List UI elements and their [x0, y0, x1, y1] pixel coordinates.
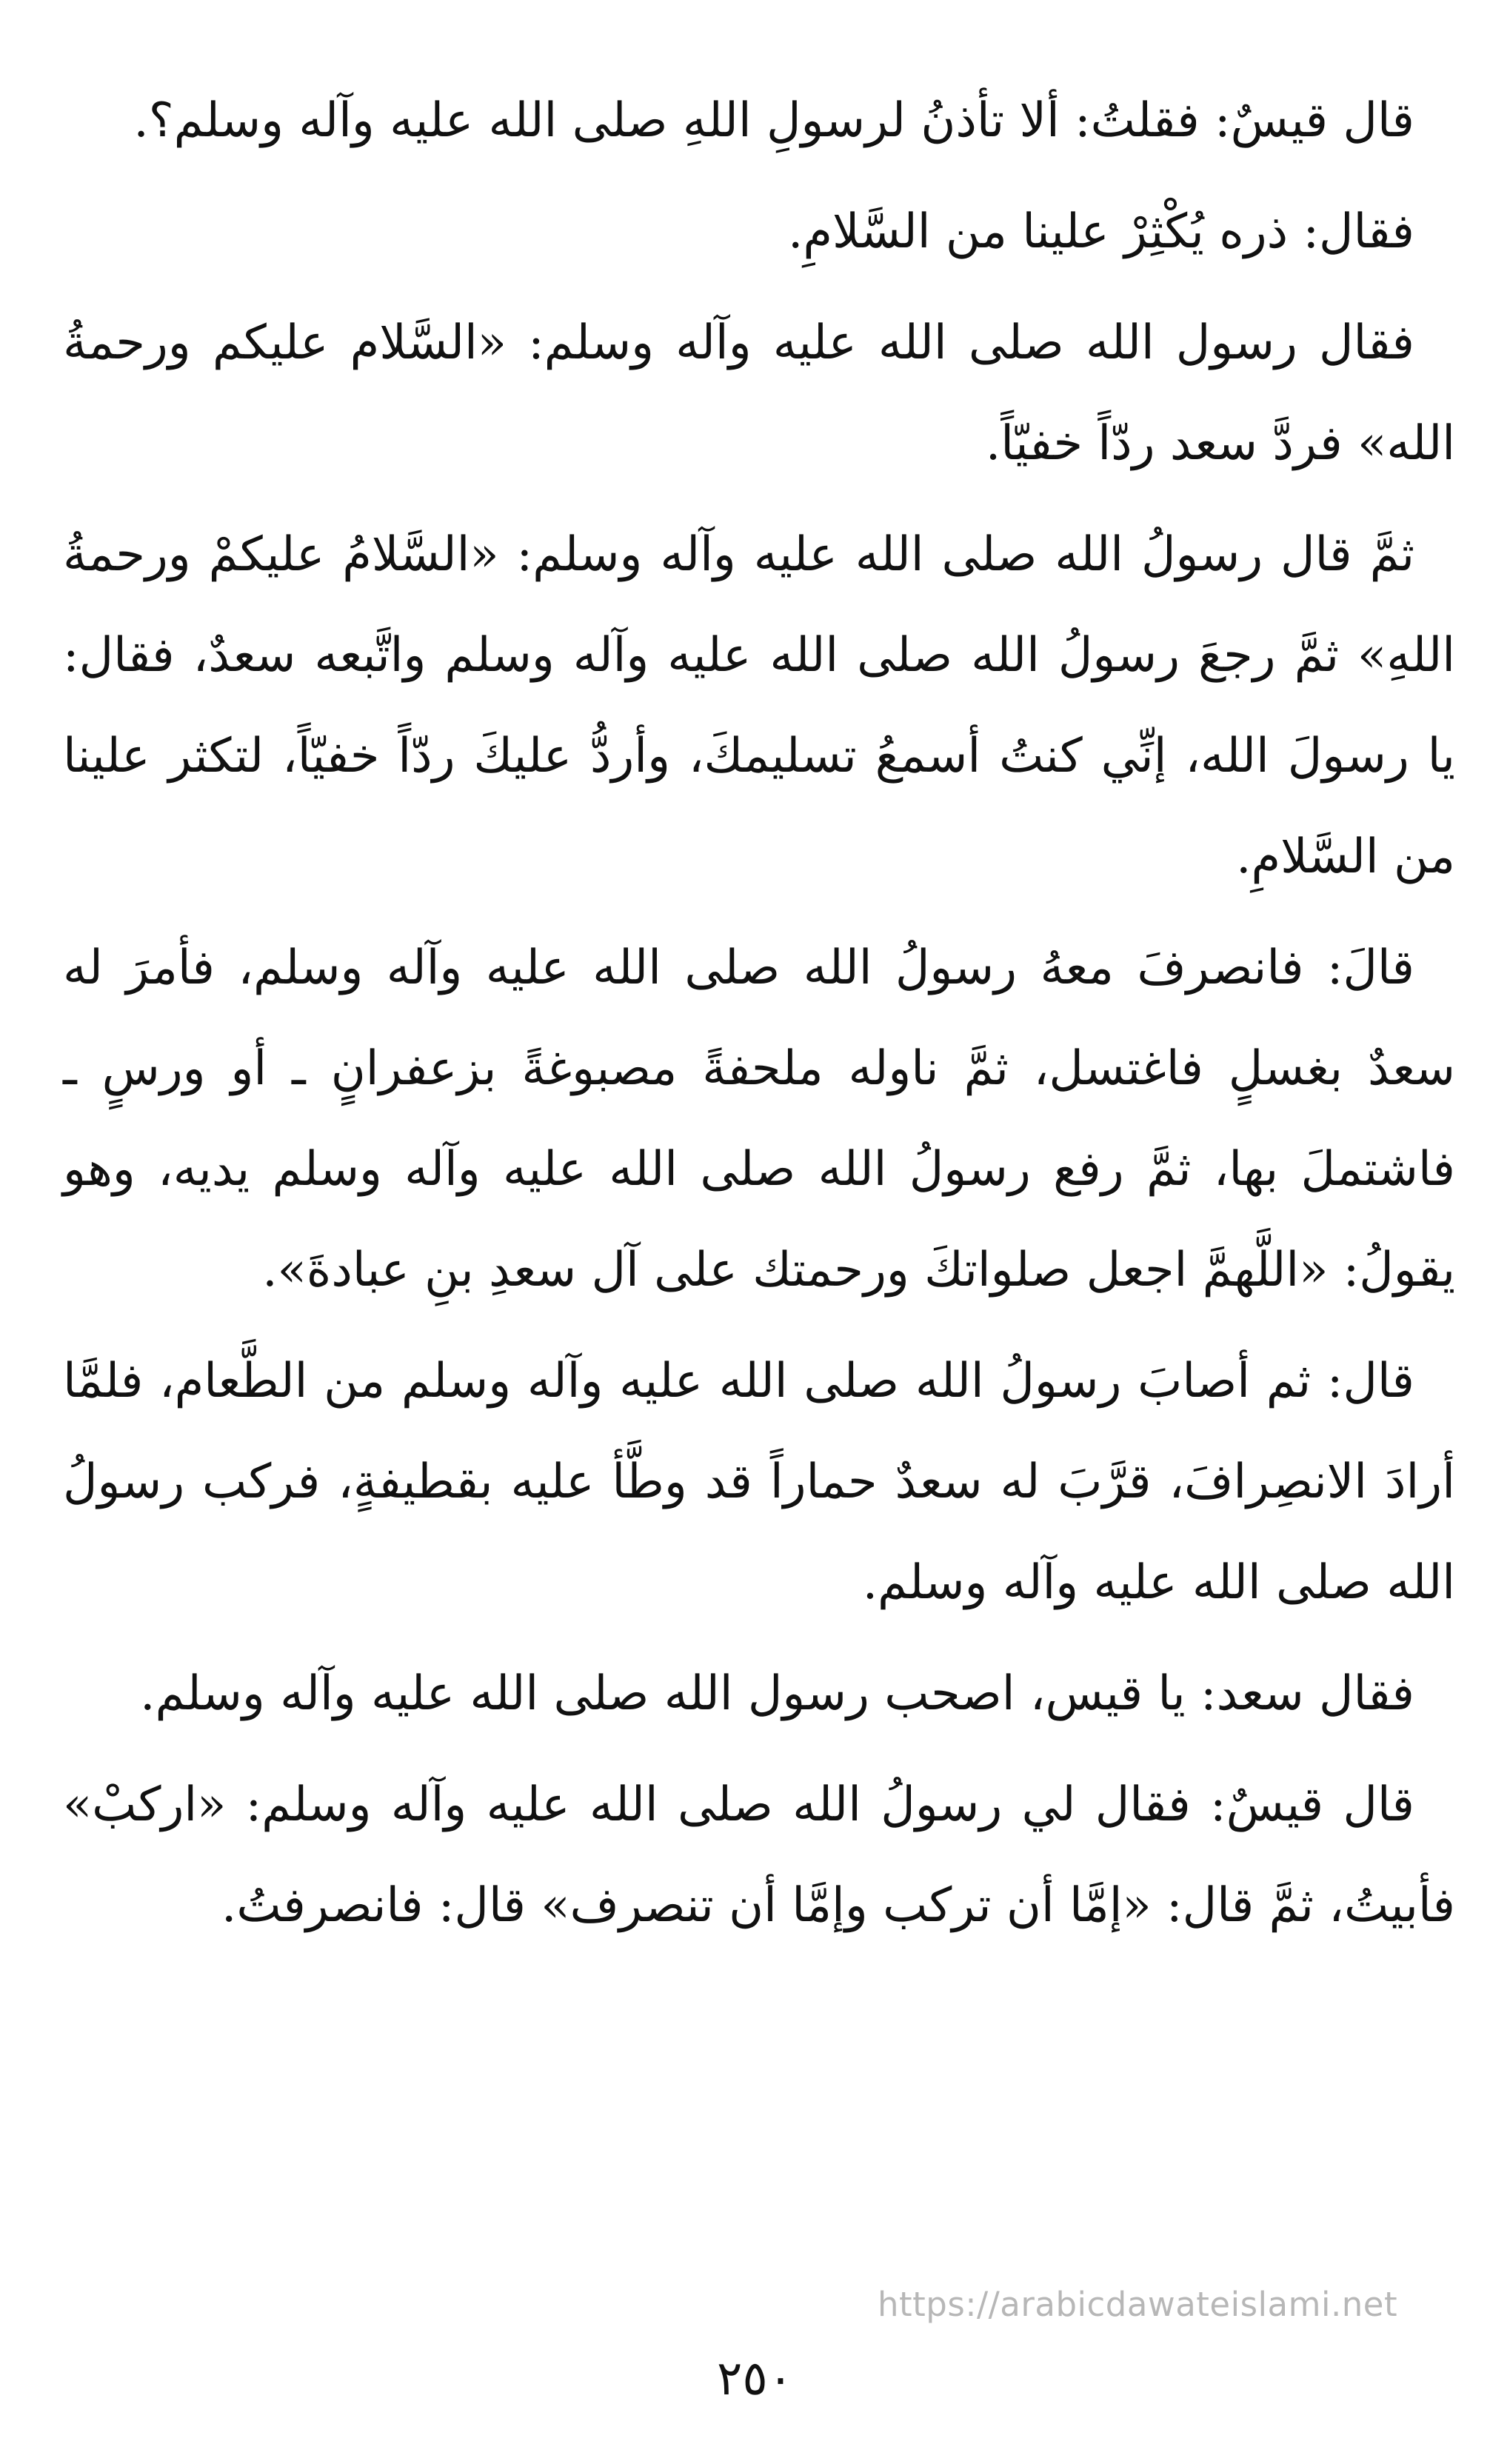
paragraph-5: قالَ: فانصرفَ معهُ رسولُ الله صلى الله عليه وآله وسلم، فأمرَ له سعدٌ بغسلٍ فاغتسل، ثمَّ ناوله ملحفةً مصبوغةً بزعفرانٍ ـ أو ورسٍ ـ فاشتملَ بها، ثمَّ رفع رسولُ الله صلى الله عليه وآله وسلم يديه، وهو يقولُ: «اللَّهمَّ اجعل صلواتكَ ورحمتك على آل سعدِ بنِ عبادةَ». — [63, 941, 1456, 1298]
paragraph-1: قال قيسٌ: فقلتُ: ألا تأذنُ لرسولِ اللهِ صلى الله عليه وآله وسلم؟. — [133, 93, 1414, 148]
paragraph-8: قال قيسٌ: فقال لي رسولُ الله صلى الله عليه وآله وسلم: «اركبْ» فأبيتُ، ثمَّ قال: «إمَّا أن تركب وإمَّا أن تنصرف» قال: فانصرفتُ. — [63, 1777, 1455, 1933]
paragraph-4: ثمَّ قال رسولُ الله صلى الله عليه وآله وسلم: «السَّلامُ عليكمْ ورحمةُ اللهِ» ثمَّ رجعَ رسولُ الله صلى الله عليه وآله وسلم واتَّبعه سعدٌ، فقال: يا رسولَ الله، إنِّي كنتُ أسمعُ تسليمكَ، وأردُّ عليكَ ردّاً خفيّاً، لتكثر علينا من السَّلامِ. — [63, 527, 1455, 884]
source-watermark: https://arabicdawateislami.net — [878, 2285, 1398, 2324]
paragraph-6: قال: ثم أصابَ رسولُ الله صلى الله عليه وآله وسلم من الطَّعام، فلمَّا أرادَ الانصِرافَ، قرَّبَ له سعدٌ حماراً قد وطَّأ عليه بقطيفةٍ، فركب رسولُ الله صلى الله عليه وآله وسلم. — [63, 1354, 1455, 1610]
paragraph-3: فقال رسول الله صلى الله عليه وآله وسلم: «السَّلام عليكم ورحمةُ الله» فردَّ سعد ردّاً خفيّاً. — [63, 315, 1455, 471]
page-number: ٢٥٠ — [716, 2351, 794, 2406]
body-text — [63, 70, 1455, 1966]
paragraph-7: فقال سعد: يا قيس، اصحب رسول الله صلى الله عليه وآله وسلم. — [140, 1666, 1414, 1721]
paragraph-2: فقال: ذره يُكْثِرْ علينا من السَّلامِ. — [788, 204, 1414, 259]
